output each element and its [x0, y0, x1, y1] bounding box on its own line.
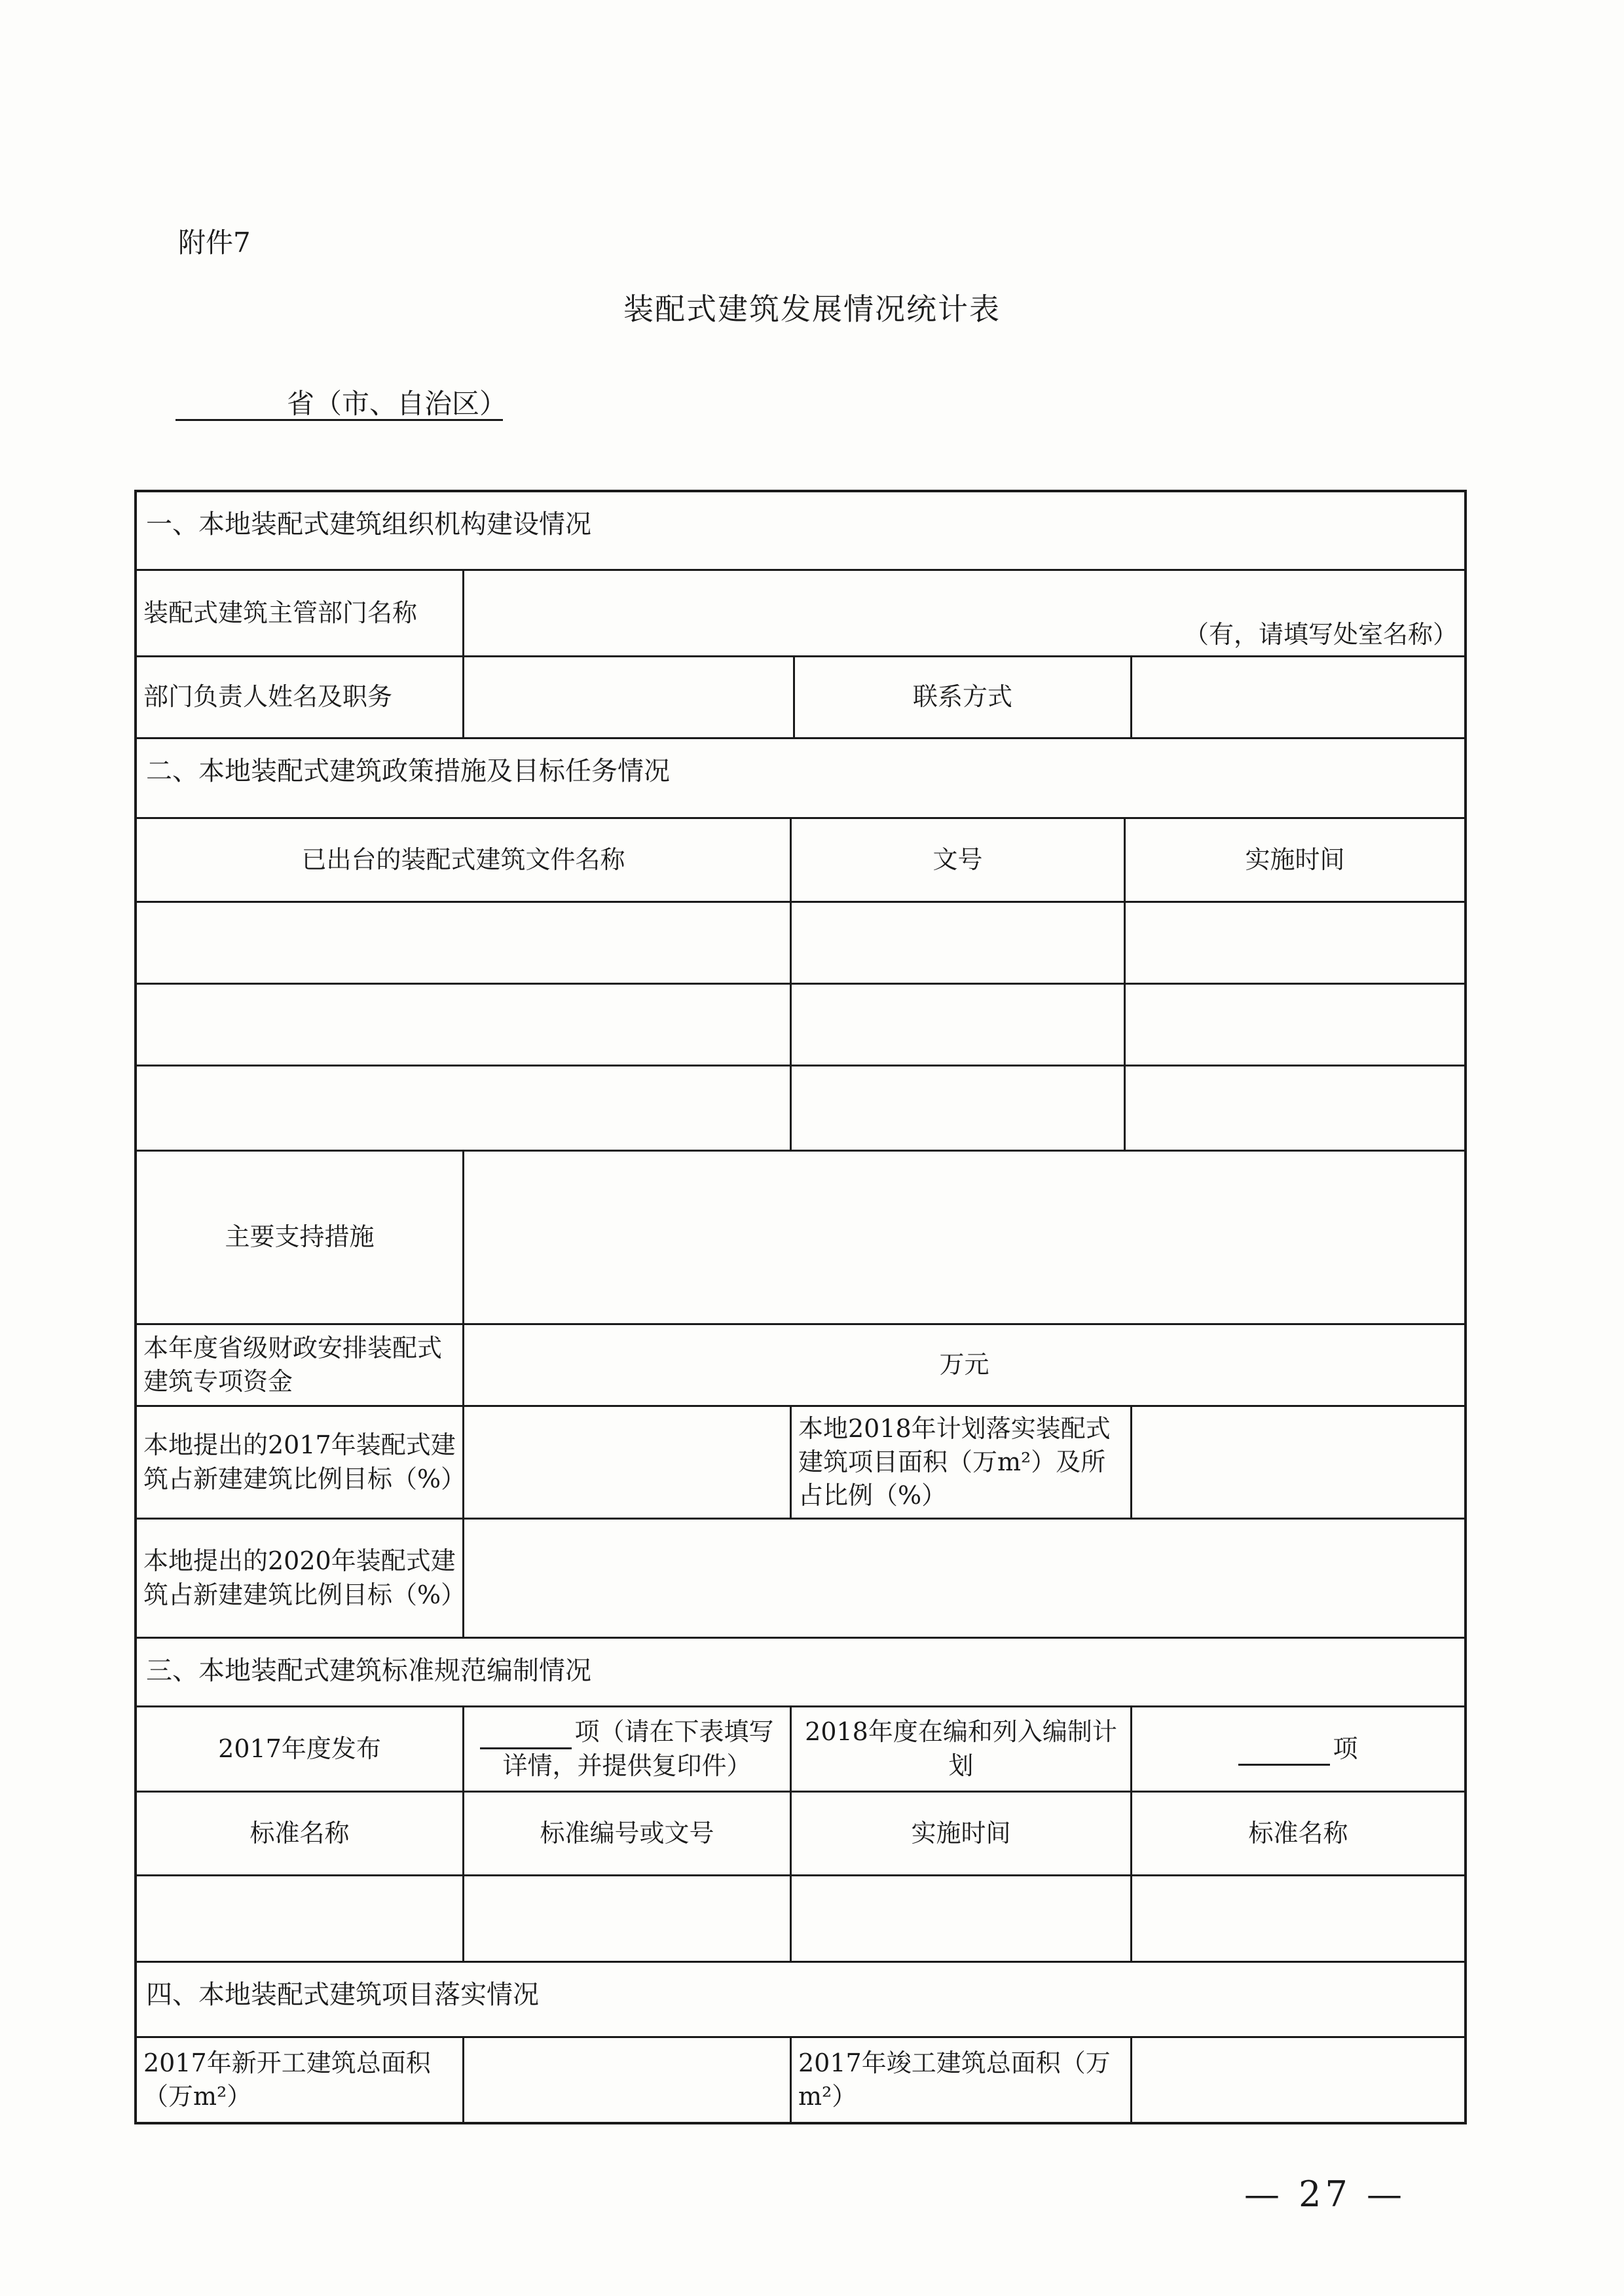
items-unit: 项 — [1333, 1734, 1358, 1763]
std-name2-header: 标准名称 — [1248, 1818, 1348, 1848]
page-number: — 27 — — [1244, 2174, 1407, 2215]
target2020-label: 本地提出的2020年装配式建筑占新建建筑比例目标（%） — [137, 1520, 464, 1637]
impl-time-input[interactable] — [1126, 903, 1464, 983]
fund-input[interactable] — [464, 1325, 1464, 1405]
completed-label: 2017年竣工建筑总面积（万m²） — [792, 2038, 1132, 2122]
fund-unit: 万元 — [939, 1350, 989, 1379]
project-area-row — [137, 2038, 1464, 2122]
in-progress-2018-label: 2018年度在编和列入编制计划 — [792, 1707, 1132, 1791]
dept-name-label: 装配式建筑主管部门名称 — [137, 571, 464, 655]
standards-summary-row — [137, 1707, 1464, 1793]
count-blank[interactable] — [1238, 1740, 1330, 1766]
in-progress-count-input[interactable] — [1132, 1707, 1464, 1791]
policy-doc-row — [137, 1066, 1464, 1152]
completed-input[interactable] — [1132, 2038, 1464, 2122]
doc-no-input[interactable] — [792, 903, 1126, 983]
province-label: 省（市、自治区） — [287, 388, 507, 420]
published-2017-label: 2017年度发布 — [137, 1707, 464, 1791]
target2020-input[interactable] — [464, 1520, 1464, 1637]
dept-head-input[interactable] — [464, 657, 795, 737]
statistics-form — [134, 490, 1467, 2124]
support-measures-row — [137, 1152, 1464, 1325]
policy-doc-row — [137, 985, 1464, 1066]
section3-header-row — [137, 1639, 1464, 1707]
section2-header-row — [137, 739, 1464, 819]
impl-time-input[interactable] — [1126, 1066, 1464, 1150]
plan2018-input[interactable] — [1132, 1407, 1464, 1518]
section2-heading: 二、本地装配式建筑政策措施及目标任务情况 — [146, 756, 670, 786]
std-no-input[interactable] — [464, 1876, 792, 1961]
doc-no-input[interactable] — [792, 985, 1126, 1065]
dept-head-label: 部门负责人姓名及职务 — [137, 657, 464, 737]
fund-row — [137, 1325, 1464, 1407]
target-2020-row — [137, 1520, 1464, 1639]
doc-no-header: 文号 — [792, 819, 1126, 901]
target2017-label: 本地提出的2017年装配式建筑占新建建筑比例目标（%） — [137, 1407, 464, 1518]
section4-heading: 四、本地装配式建筑项目落实情况 — [146, 1980, 539, 2010]
section3-heading: 三、本地装配式建筑标准规范编制情况 — [146, 1656, 591, 1686]
std-name2-input[interactable] — [1132, 1876, 1464, 1961]
support-input[interactable] — [464, 1152, 1464, 1323]
dept-name-row — [137, 571, 1464, 657]
std-impl-time-header: 实施时间 — [792, 1793, 1132, 1874]
doc-name-input[interactable] — [137, 1066, 792, 1150]
doc-name-input[interactable] — [137, 985, 792, 1065]
dept-name-input[interactable] — [464, 571, 1464, 655]
attachment-label: 附件7 — [178, 227, 251, 259]
std-name-header: 标准名称 — [137, 1793, 464, 1874]
items-note: 项（请在下表填写详情，并提供复印件） — [502, 1717, 774, 1780]
dept-name-hint: （有，请填写处室名称） — [1183, 619, 1458, 649]
standards-header-row — [137, 1793, 1464, 1876]
contact-input[interactable] — [1132, 657, 1464, 737]
published-count-input[interactable] — [464, 1707, 792, 1791]
support-label: 主要支持措施 — [137, 1152, 464, 1323]
province-field[interactable] — [175, 382, 507, 421]
doc-name-input[interactable] — [137, 903, 792, 983]
new-start-input[interactable] — [464, 2038, 792, 2122]
target-2017-row — [137, 1407, 1464, 1520]
contact-label: 联系方式 — [795, 657, 1132, 737]
target2017-input[interactable] — [464, 1407, 792, 1518]
impl-time-header: 实施时间 — [1245, 845, 1345, 874]
fund-label: 本年度省级财政安排装配式建筑专项资金 — [137, 1325, 464, 1405]
dept-head-row — [137, 657, 1464, 739]
form-title: 装配式建筑发展情况统计表 — [623, 291, 1001, 327]
std-impl-time-input[interactable] — [792, 1876, 1132, 1961]
plan2018-label: 本地2018年计划落实装配式建筑项目面积（万m²）及所占比例（%） — [792, 1407, 1132, 1518]
doc-no-input[interactable] — [792, 1066, 1126, 1150]
new-start-label: 2017年新开工建筑总面积（万m²） — [137, 2038, 464, 2122]
std-no-header: 标准编号或文号 — [464, 1793, 792, 1874]
policy-doc-row — [137, 903, 1464, 985]
section4-header-row — [137, 1963, 1464, 2038]
section1-header-row — [137, 492, 1464, 571]
doc-name-header: 已出台的装配式建筑文件名称 — [137, 819, 792, 901]
std-name-input[interactable] — [137, 1876, 464, 1961]
count-blank[interactable] — [480, 1724, 572, 1749]
impl-time-input[interactable] — [1126, 985, 1464, 1065]
policy-doc-header-row — [137, 819, 1464, 903]
section1-heading: 一、本地装配式建筑组织机构建设情况 — [146, 509, 591, 539]
standards-data-row — [137, 1876, 1464, 1963]
